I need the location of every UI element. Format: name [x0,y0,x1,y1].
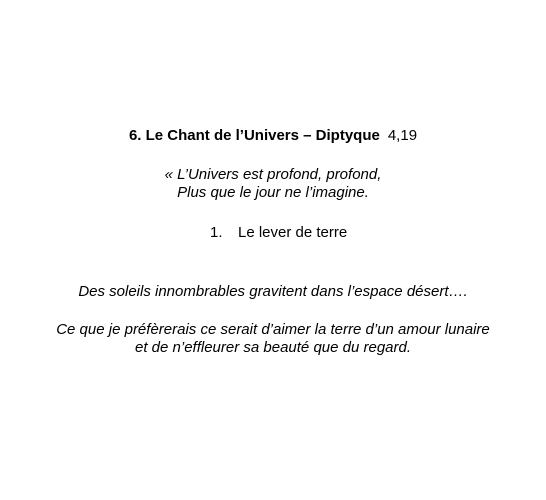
document-title-line [0,127,546,145]
paragraph-2-line-1: Ce que je préfèrerais ce serait d’aimer la terre d’un amour lunaire [56,321,490,338]
section-heading [210,224,347,242]
paragraph-1: Des soleils innombrables gravitent dans l’espace désert…. [78,283,468,300]
section-number: 1. [210,224,223,241]
title-number: 4,19 [387,127,418,144]
epigraph-line-1: « L’Univers est profond, profond, [164,166,382,183]
epigraph-line-2: Plus que le jour ne l’imagine. [177,184,369,201]
document-title: 6. Le Chant de l’Univers – Diptyque [128,127,380,144]
section-label: Le lever de terre [238,224,348,241]
paragraph-2-line-2: et de n’effleurer sa beauté que du regard. [134,339,412,356]
